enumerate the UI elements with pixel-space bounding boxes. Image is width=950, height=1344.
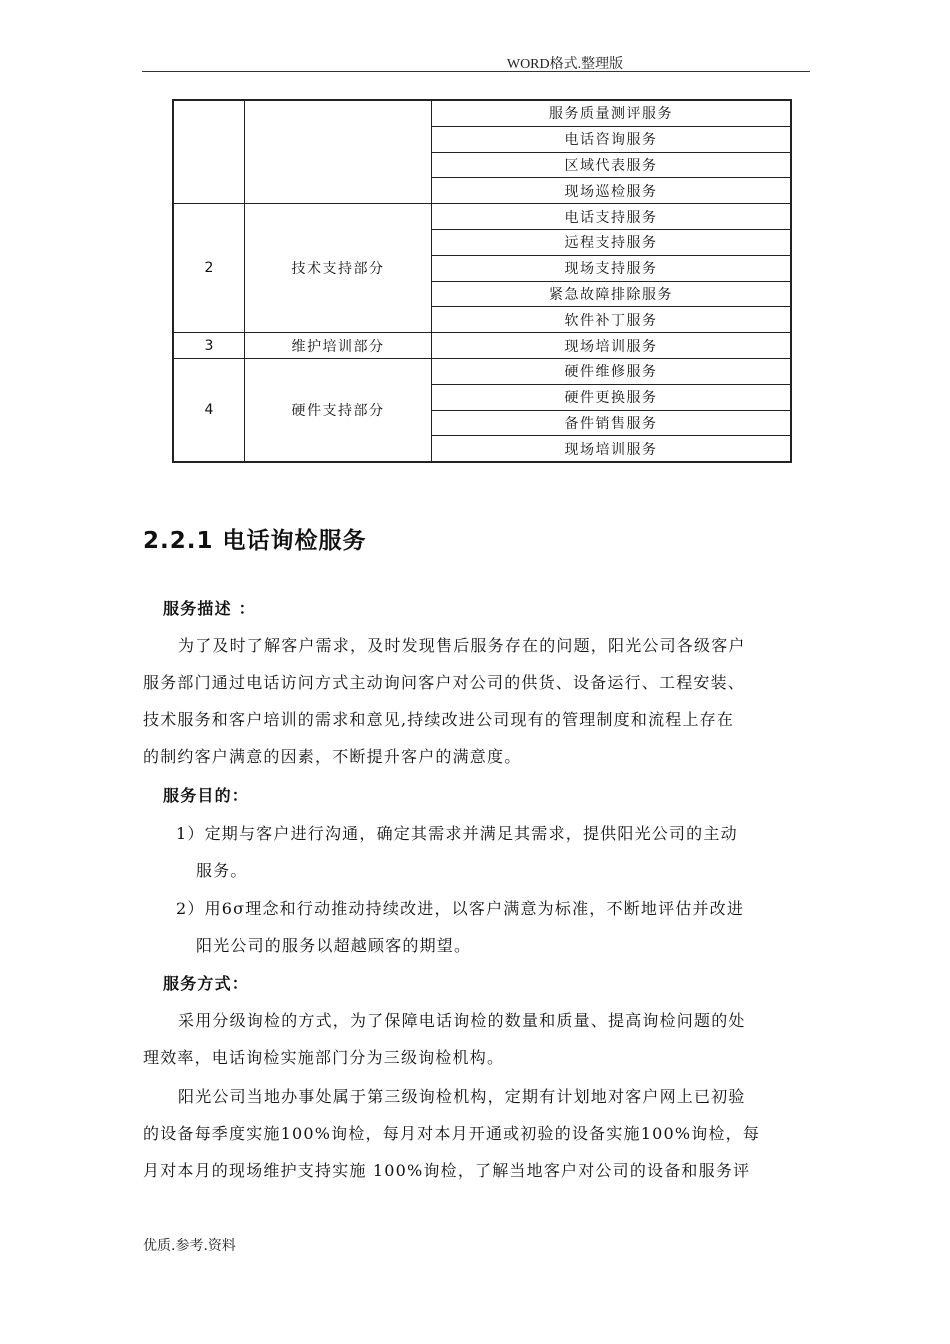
department-cell: 硬件支持部分 [245, 358, 432, 462]
service-cell: 紧急故障排除服务 [432, 281, 792, 307]
table-row [173, 204, 791, 230]
list-item: 1）定期与客户进行沟通，确定其需求并满足其需求，提供阳光公司的主动 [176, 824, 738, 843]
purpose-label: 服务目的： [163, 786, 250, 805]
paragraph-line: 技术服务和客户培训的需求和意见,持续改进公司现有的管理制度和流程上存在 [143, 710, 735, 729]
paragraph-line: 理效率，电话询检实施部门分为三级询检机构。 [143, 1048, 505, 1067]
paragraph-line: 的制约客户满意的因素，不断提升客户的满意度。 [143, 747, 522, 766]
service-cell: 远程支持服务 [432, 229, 792, 255]
table-row [173, 100, 791, 126]
service-cell: 硬件更换服务 [432, 384, 792, 410]
list-item-continuation: 阳光公司的服务以超越顾客的期望。 [196, 936, 472, 955]
list-item: 2）用6σ理念和行动推动持续改进，以客户满意为标准，不断地评估并改进 [176, 899, 745, 918]
description-label: 服务描述 ： [163, 599, 256, 618]
service-cell: 服务质量测评服务 [432, 100, 792, 126]
service-cell: 软件补丁服务 [432, 307, 792, 333]
paragraph-line: 的设备每季度实施100%询检，每月对本月开通或初验的设备实施100%询检，每 [143, 1124, 761, 1143]
service-cell: 硬件维修服务 [432, 358, 792, 384]
department-cell: 技术支持部分 [245, 204, 432, 333]
row-number: 4 [173, 358, 245, 462]
section-heading: 2.2.1 电话询检服务 [143, 528, 367, 554]
paragraph-line: 月对本月的现场维护支持实施 100%询检，了解当地客户对公司的设备和服务评 [143, 1161, 751, 1180]
page-header-title: WORD格式.整理版 [506, 57, 624, 72]
paragraph-line: 采用分级询检的方式，为了保障电话询检的数量和质量、提高询检问题的处 [178, 1011, 746, 1030]
service-cell: 备件销售服务 [432, 410, 792, 436]
method-label: 服务方式： [163, 974, 250, 993]
row-number: 3 [173, 333, 245, 359]
department-cell [245, 100, 432, 204]
page-footer: 优质.参考.资料 [143, 1238, 236, 1254]
paragraph-line: 阳光公司当地办事处属于第三级询检机构，定期有计划地对客户网上已初验 [178, 1087, 746, 1106]
table-row [173, 358, 791, 384]
list-item-continuation: 服务。 [196, 861, 248, 880]
paragraph-line: 服务部门通过电话访问方式主动询问客户对公司的供货、设备运行、工程安装、 [143, 673, 746, 692]
service-cell: 现场培训服务 [432, 333, 792, 359]
service-cell: 区域代表服务 [432, 152, 792, 178]
header-rule [142, 71, 810, 72]
row-number: 2 [173, 204, 245, 333]
paragraph-line: 为了及时了解客户需求，及时发现售后服务存在的问题，阳光公司各级客户 [178, 636, 746, 655]
row-number [173, 100, 245, 204]
service-cell: 现场巡检服务 [432, 178, 792, 204]
service-cell: 现场培训服务 [432, 436, 792, 462]
service-cell: 电话咨询服务 [432, 126, 792, 152]
service-table [172, 99, 792, 463]
service-cell: 电话支持服务 [432, 204, 792, 230]
table-row [173, 333, 791, 359]
department-cell: 维护培训部分 [245, 333, 432, 359]
service-cell: 现场支持服务 [432, 255, 792, 281]
